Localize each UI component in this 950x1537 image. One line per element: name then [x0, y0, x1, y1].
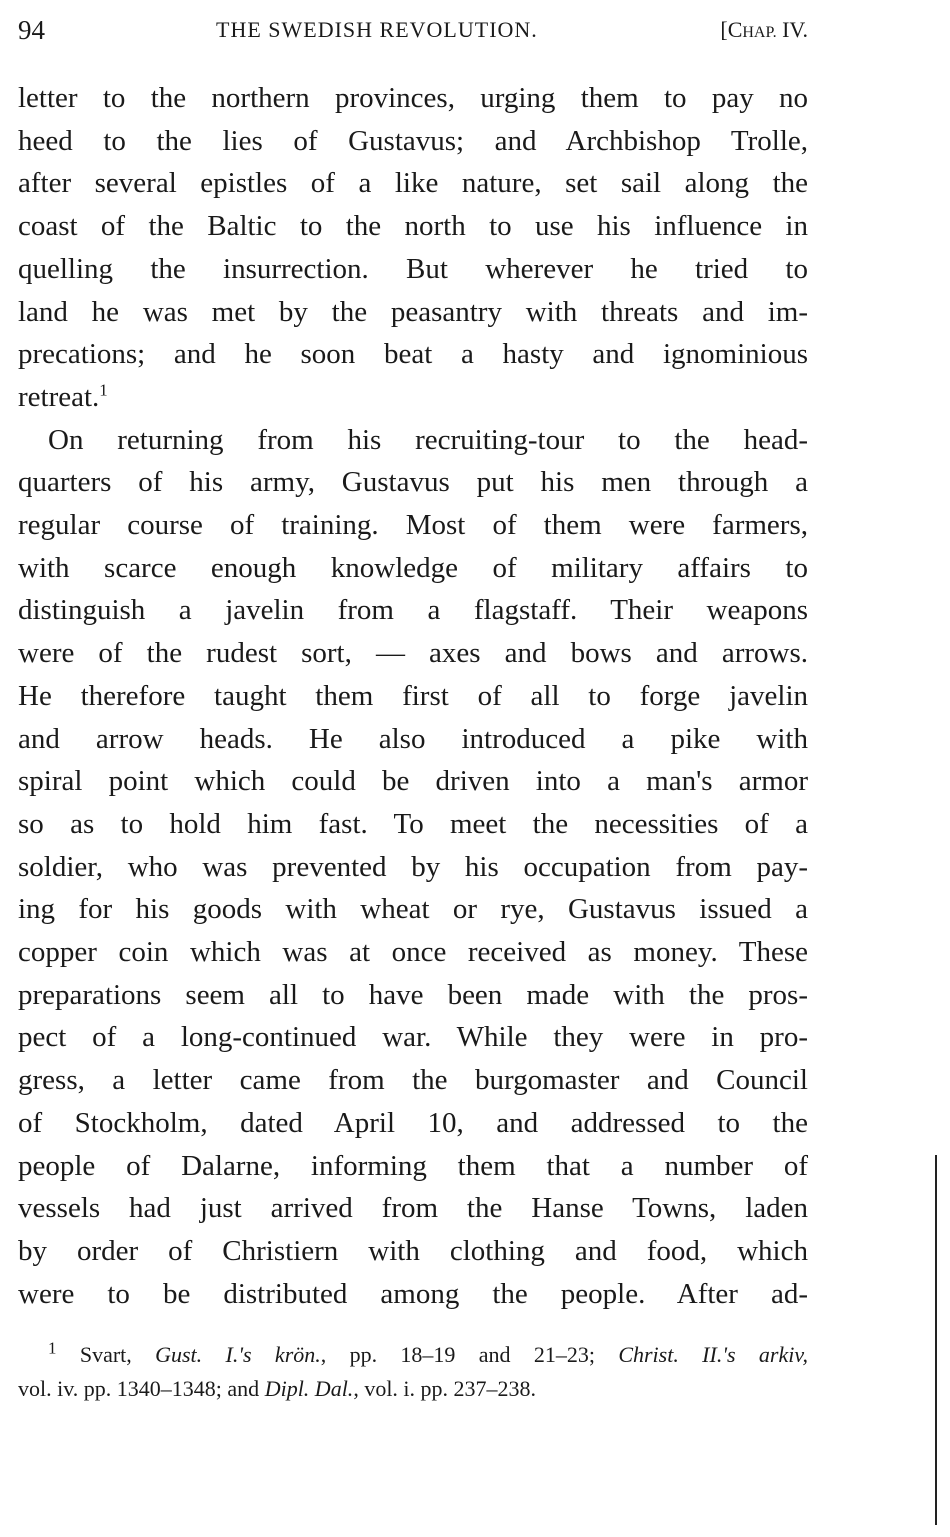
footnote-citation: Christ. II.'s arkiv,: [618, 1342, 808, 1367]
chapter-bracket: [: [720, 17, 728, 42]
footnote-line: [18, 1372, 808, 1406]
body-text: [18, 77, 808, 1315]
text-line: after several epistles of a like nature, set sail along the: [18, 167, 808, 200]
text-line: and arrow heads. He also introduced a pike with: [18, 722, 808, 755]
text-line: heed to the lies of Gustavus; and Archbishop Trolle,: [18, 124, 808, 157]
text-line: so as to hold him fast. To meet the necessities of a: [18, 807, 808, 840]
text-line: pect of a long-continued war. While they were in pro-: [18, 1021, 808, 1054]
text-line: quarters of his army, Gustavus put his men through a: [18, 466, 808, 499]
chapter-small-caps: HAP.: [742, 24, 777, 41]
text-line: soldier, who was prevented by his occupation from pay-: [18, 850, 808, 883]
text-line: were to be distributed among the people. After ad-: [18, 1277, 808, 1310]
scan-edge-line: [935, 1155, 937, 1525]
chapter-number: IV.: [776, 17, 808, 42]
text-line: were of the rudest sort, — axes and bows and arrows.: [18, 637, 808, 670]
chapter-reference: [720, 10, 808, 53]
text-line: land he was met by the peasantry with threats and im-: [18, 295, 808, 328]
footnote-line: [18, 1338, 808, 1372]
footnote-marker: 1: [48, 1338, 57, 1358]
footnote-text: vol. iv. pp. 1340–1348; and: [18, 1376, 265, 1401]
book-title: THE SWEDISH REVOLUTION.: [216, 17, 538, 42]
text-line: distinguish a javelin from a flagstaff. Their weapons: [18, 594, 808, 627]
footnote-text: , vol. i. pp. 237–238.: [353, 1376, 537, 1401]
footnote: [18, 1338, 808, 1406]
text-line: gress, a letter came from the burgomaster and Council: [18, 1064, 808, 1097]
text-line: preparations seem all to have been made with the pros-: [18, 978, 808, 1011]
running-head: [18, 10, 808, 50]
text-line: ing for his goods with wheat or rye, Gustavus issued a: [18, 893, 808, 926]
text-line: [18, 376, 808, 419]
text-line: spiral point which could be driven into a man's armor: [18, 765, 808, 798]
footnote-text: , pp. 18–19 and 21–23;: [320, 1342, 619, 1367]
text-line: copper coin which was at once received as money. These: [18, 936, 808, 969]
footnote-reference: 1: [99, 380, 108, 400]
text-line: precations; and he soon beat a hasty and ignominious: [18, 338, 808, 371]
chapter-caps: C: [727, 17, 743, 42]
text-line: letter to the northern provinces, urging them to pay no: [18, 82, 808, 114]
text-line: On returning from his recruiting-tour to the head-: [48, 423, 808, 456]
text-line: by order of Christiern with clothing and food, which: [18, 1234, 808, 1267]
text-line: quelling the insurrection. But wherever he tried to: [18, 252, 808, 285]
text-line: vessels had just arrived from the Hanse Towns, laden: [18, 1192, 808, 1225]
footnote-citation: Gust. I.'s krön.: [155, 1342, 321, 1367]
page-number: 94: [18, 15, 45, 45]
text-line: coast of the Baltic to the north to use his influence in: [18, 210, 808, 243]
text-line: He therefore taught them first of all to forge javelin: [18, 679, 808, 712]
text-line: with scarce enough knowledge of military affairs to: [18, 551, 808, 584]
text-line-content: retreat.: [18, 380, 100, 413]
text-line: people of Dalarne, informing them that a number of: [18, 1149, 808, 1182]
footnote-citation: Dipl. Dal.: [264, 1376, 354, 1401]
footnote-text: Svart,: [56, 1342, 156, 1367]
text-line: regular course of training. Most of them were farmers,: [18, 509, 808, 542]
text-line: of Stockholm, dated April 10, and addressed to the: [18, 1106, 808, 1139]
